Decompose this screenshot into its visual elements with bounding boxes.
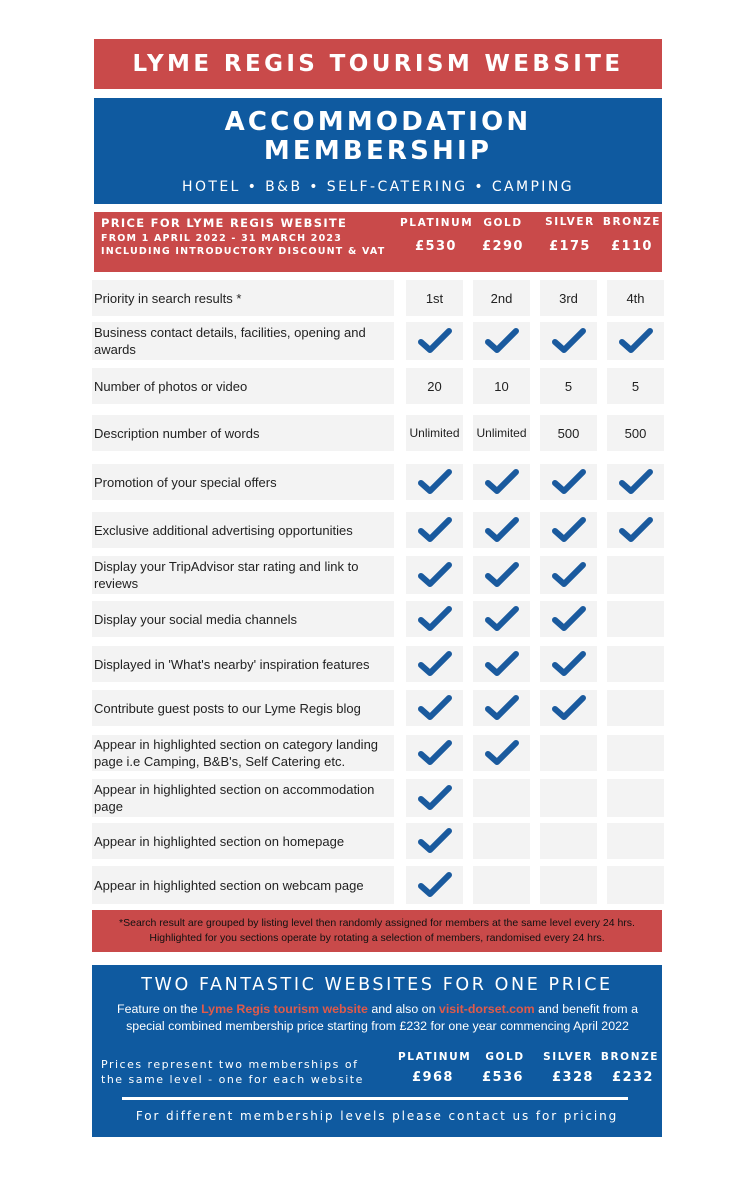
cell-silver — [540, 646, 597, 682]
cell-gold — [473, 601, 530, 637]
check-icon — [417, 604, 453, 634]
cell-platinum — [406, 779, 463, 817]
cell-gold — [473, 280, 530, 316]
cell-value: 5 — [631, 378, 640, 394]
heading-line2: MEMBERSHIP — [263, 136, 493, 166]
cell-bronze — [607, 322, 664, 360]
cell-platinum — [406, 646, 463, 682]
feature-label: Display your TripAdvisor star rating and link to reviews — [92, 556, 394, 594]
cell-bronze — [607, 866, 664, 904]
cell-silver — [540, 866, 597, 904]
feature-label: Contribute guest posts to our Lyme Regis blog — [92, 690, 394, 726]
visit-dorset-link[interactable]: visit-dorset.com — [438, 1002, 535, 1016]
prices-note — [101, 1057, 364, 1087]
cell-bronze — [607, 512, 664, 548]
cell-bronze — [607, 823, 664, 859]
check-icon — [618, 326, 654, 356]
cell-gold — [473, 646, 530, 682]
lyme-regis-link[interactable]: Lyme Regis tourism website — [201, 1002, 368, 1016]
cell-platinum — [406, 823, 463, 859]
cell-silver — [540, 735, 597, 771]
cell-value: 500 — [624, 425, 647, 441]
combined-text-2: and also on — [367, 1002, 439, 1016]
check-icon — [484, 326, 520, 356]
check-icon — [551, 326, 587, 356]
cell-value: 1st — [425, 290, 444, 306]
cell-value: 500 — [557, 425, 580, 441]
combined-text-3: and benefit from a special combined membership price starting from £232 for one year commencing April 2022 — [126, 1002, 638, 1033]
cell-platinum — [406, 512, 463, 548]
cell-platinum — [406, 556, 463, 594]
cell-platinum — [406, 735, 463, 771]
tier-price-silver: £175 — [549, 239, 591, 254]
cell-gold — [473, 866, 530, 904]
price-bar-dates: FROM 1 APRIL 2022 - 31 MARCH 2023 — [101, 233, 343, 244]
cell-bronze — [607, 690, 664, 726]
check-icon — [484, 693, 520, 723]
check-icon — [417, 783, 453, 813]
feature-label: Appear in highlighted section on accommodation page — [92, 779, 394, 817]
check-icon — [551, 604, 587, 634]
combined-price-bronze: £232 — [612, 1070, 654, 1085]
cell-silver — [540, 280, 597, 316]
site-title-banner — [94, 39, 662, 89]
cell-gold — [473, 690, 530, 726]
feature-label: Appear in highlighted section on category landing page i.e Camping, B&B's, Self Catering etc. — [92, 735, 394, 771]
cell-gold — [473, 512, 530, 548]
cell-bronze — [607, 779, 664, 817]
cell-silver — [540, 415, 597, 451]
cell-value: Unlimited — [409, 426, 460, 440]
cell-bronze — [607, 735, 664, 771]
contact-note: For different membership levels please contact us for pricing — [135, 1109, 619, 1123]
tier-name-platinum: PLATINUM — [400, 217, 474, 229]
combined-description — [99, 1001, 656, 1035]
cell-gold — [473, 556, 530, 594]
cell-value: 4th — [626, 290, 645, 306]
check-icon — [484, 515, 520, 545]
cell-platinum — [406, 280, 463, 316]
price-bar — [94, 212, 662, 272]
check-icon — [551, 515, 587, 545]
cell-silver — [540, 690, 597, 726]
cell-bronze — [607, 415, 664, 451]
cell-gold — [473, 779, 530, 817]
feature-label: Displayed in 'What's nearby' inspiration features — [92, 646, 394, 682]
cell-value: Unlimited — [476, 426, 527, 440]
divider-line — [122, 1097, 628, 1100]
check-icon — [484, 560, 520, 590]
cell-bronze — [607, 646, 664, 682]
cell-gold — [473, 735, 530, 771]
feature-label: Number of photos or video — [92, 368, 394, 404]
tier-name-bronze: BRONZE — [602, 216, 662, 228]
cell-bronze — [607, 368, 664, 404]
combined-tier-gold: GOLD — [485, 1051, 525, 1063]
check-icon — [417, 738, 453, 768]
feature-label: Priority in search results * — [92, 280, 394, 316]
check-icon — [484, 604, 520, 634]
feature-label: Description number of words — [92, 415, 394, 451]
cell-platinum — [406, 368, 463, 404]
check-icon — [417, 467, 453, 497]
check-icon — [551, 649, 587, 679]
footnote-line2: Highlighted for you sections operate by rotating a selection of members, randomised every 24 hrs. — [149, 932, 605, 944]
heading-subtitle: HOTEL • B&B • SELF-CATERING • CAMPING — [182, 179, 574, 195]
cell-value: 3rd — [559, 290, 578, 306]
cell-value: 20 — [427, 378, 442, 394]
feature-label: Display your social media channels — [92, 601, 394, 637]
cell-silver — [540, 512, 597, 548]
cell-value: 5 — [564, 378, 573, 394]
check-icon — [551, 467, 587, 497]
combined-tier-bronze: BRONZE — [600, 1051, 660, 1063]
footnote-banner — [92, 910, 662, 952]
check-icon — [417, 826, 453, 856]
check-icon — [484, 738, 520, 768]
price-bar-title: PRICE FOR LYME REGIS WEBSITE — [101, 216, 348, 230]
feature-label: Appear in highlighted section on homepage — [92, 823, 394, 859]
cell-silver — [540, 464, 597, 500]
heading-line1: ACCOMMODATION — [224, 107, 532, 137]
tier-price-gold: £290 — [482, 239, 524, 254]
cell-gold — [473, 368, 530, 404]
feature-label: Business contact details, facilities, opening and awards — [92, 322, 394, 360]
cell-gold — [473, 823, 530, 859]
cell-bronze — [607, 601, 664, 637]
feature-label: Appear in highlighted section on webcam page — [92, 866, 394, 904]
check-icon — [417, 515, 453, 545]
tier-name-gold: GOLD — [483, 217, 523, 229]
cell-silver — [540, 779, 597, 817]
cell-gold — [473, 322, 530, 360]
combined-tier-platinum: PLATINUM — [398, 1051, 472, 1063]
cell-gold — [473, 415, 530, 451]
cell-value: 2nd — [490, 290, 513, 306]
combined-price-silver: £328 — [552, 1070, 594, 1085]
cell-bronze — [607, 464, 664, 500]
check-icon — [417, 649, 453, 679]
check-icon — [551, 560, 587, 590]
check-icon — [618, 467, 654, 497]
feature-label: Promotion of your special offers — [92, 464, 394, 500]
footnote-line1: *Search result are grouped by listing level then randomly assigned for members at the same level every 24 hrs. — [119, 917, 635, 929]
tier-price-bronze: £110 — [611, 239, 653, 254]
prices-note-line2: the same level - one for each website — [101, 1073, 364, 1086]
cell-silver — [540, 368, 597, 404]
price-bar-discount: INCLUDING INTRODUCTORY DISCOUNT & VAT — [101, 246, 386, 257]
combined-price-platinum: £968 — [412, 1070, 454, 1085]
membership-heading-banner — [94, 98, 662, 204]
combined-price-gold: £536 — [482, 1070, 524, 1085]
check-icon — [417, 326, 453, 356]
combined-heading: TWO FANTASTIC WEBSITES FOR ONE PRICE — [141, 975, 613, 995]
cell-silver — [540, 556, 597, 594]
cell-value: 10 — [494, 378, 509, 394]
tier-price-platinum: £530 — [415, 239, 457, 254]
cell-silver — [540, 823, 597, 859]
combined-offer-panel — [92, 965, 662, 1137]
check-icon — [551, 693, 587, 723]
cell-silver — [540, 322, 597, 360]
check-icon — [618, 515, 654, 545]
site-title: LYME REGIS TOURISM WEBSITE — [132, 51, 624, 77]
combined-tier-silver: SILVER — [543, 1051, 593, 1063]
cell-platinum — [406, 322, 463, 360]
feature-label: Exclusive additional advertising opportunities — [92, 512, 394, 548]
cell-silver — [540, 601, 597, 637]
combined-text-1: Feature on the — [117, 1002, 202, 1016]
check-icon — [417, 693, 453, 723]
cell-platinum — [406, 601, 463, 637]
cell-platinum — [406, 415, 463, 451]
cell-gold — [473, 464, 530, 500]
cell-platinum — [406, 690, 463, 726]
tier-name-silver: SILVER — [545, 216, 595, 228]
check-icon — [484, 649, 520, 679]
check-icon — [417, 560, 453, 590]
prices-note-line1: Prices represent two memberships of — [101, 1058, 359, 1071]
check-icon — [417, 870, 453, 900]
cell-bronze — [607, 280, 664, 316]
check-icon — [484, 467, 520, 497]
cell-platinum — [406, 866, 463, 904]
cell-bronze — [607, 556, 664, 594]
cell-platinum — [406, 464, 463, 500]
